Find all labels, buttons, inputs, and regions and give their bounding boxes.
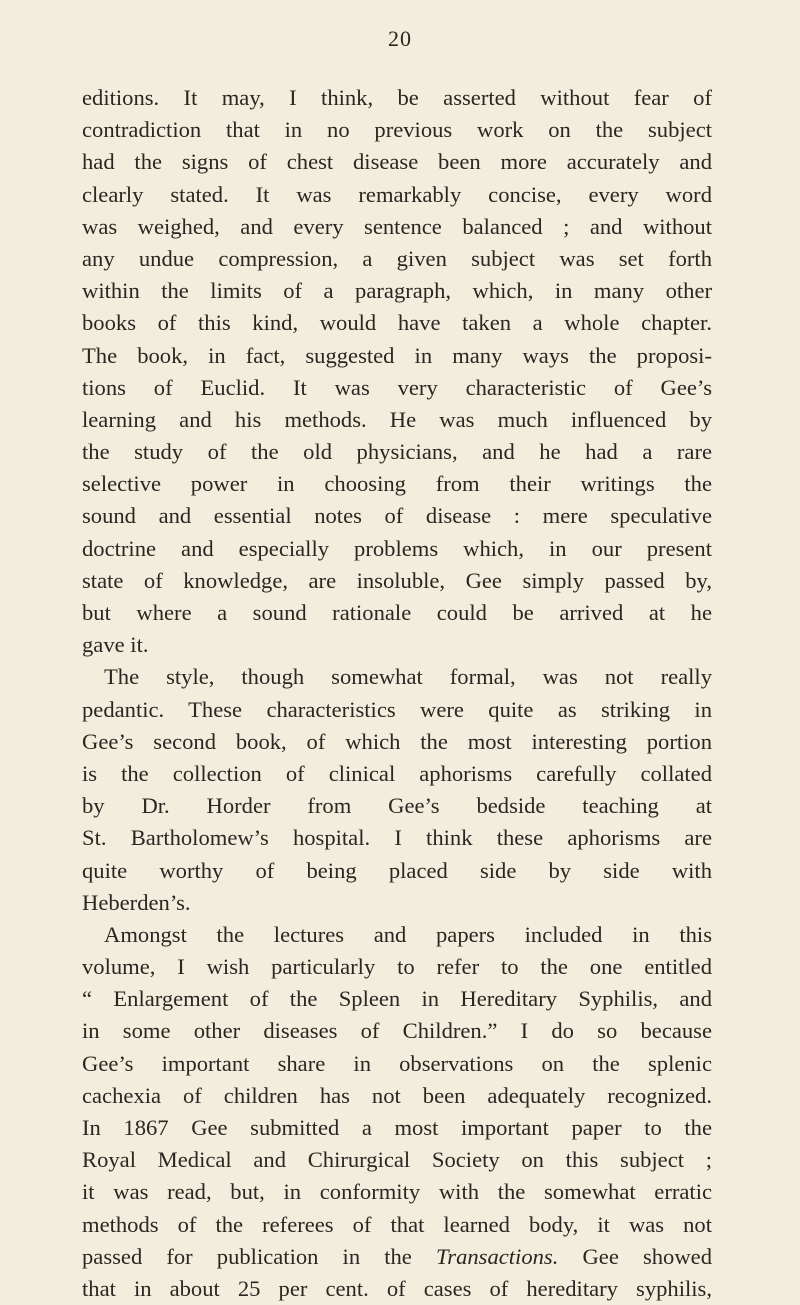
italic-title-transactions: Transactions.: [435, 1243, 559, 1269]
text-line: pedantic. These characteristics were quite as striking in: [82, 696, 712, 722]
text-line: it was read, but, in conformity with the somewhat erratic: [82, 1179, 712, 1205]
text-line: editions. It may, I think, be asserted without fear of: [82, 85, 712, 110]
text-line: within the limits of a paragraph, which, in many other: [82, 278, 712, 304]
text-segment: Gee showed: [558, 1243, 712, 1269]
text-line: quite worthy of being placed side by side with: [82, 857, 712, 883]
page-number: 20: [388, 26, 412, 51]
text-line: gave it.: [82, 632, 149, 658]
text-line-with-italic: [82, 1241, 712, 1273]
text-line: learning and his methods. He was much influenced by: [82, 406, 712, 432]
text-line: doctrine and especially problems which, in our present: [82, 535, 712, 561]
text-line: was weighed, and every sentence balanced ; and without: [82, 213, 712, 239]
text-line: any undue compression, a given subject was set forth: [82, 245, 712, 271]
text-line: St. Bartholomew’s hospital. I think these aphorisms are: [82, 825, 712, 851]
text-line: state of knowledge, are insoluble, Gee simply passed by,: [82, 567, 712, 593]
text-line: but where a sound rationale could be arrived at he: [82, 600, 712, 625]
text-line: cachexia of children has not been adequately recognized.: [82, 1082, 712, 1108]
text-line: in some other diseases of Children.” I do so because: [82, 1018, 712, 1044]
text-line: tions of Euclid. It was very characteristic of Gee’s: [82, 374, 712, 400]
text-segment: passed for publication in the: [82, 1243, 436, 1269]
text-line: The book, in fact, suggested in many ways the proposi-: [82, 342, 712, 368]
text-line: Heberden’s.: [82, 889, 191, 915]
text-line: Amongst the lectures and papers included in this: [104, 921, 712, 947]
text-line: books of this kind, would have taken a whole chapter.: [82, 310, 712, 336]
text-line: is the collection of clinical aphorisms carefully collated: [82, 760, 712, 786]
text-line: that in about 25 per cent. of cases of hereditary syphilis,: [82, 1275, 712, 1301]
text-line: “ Enlargement of the Spleen in Hereditary Syphilis, and: [82, 986, 712, 1012]
text-line: Gee’s important share in observations on the splenic: [82, 1050, 712, 1076]
text-line: Gee’s second book, of which the most interesting portion: [82, 728, 712, 754]
text-line: The style, though somewhat formal, was not really: [104, 664, 712, 690]
text-line: by Dr. Horder from Gee’s bedside teaching at: [82, 793, 712, 819]
text-line: the study of the old physicians, and he had a rare: [82, 439, 712, 465]
text-line: clearly stated. It was remarkably concise, every word: [82, 181, 712, 207]
text-line: In 1867 Gee submitted a most important paper to the: [82, 1115, 712, 1140]
body-text: [82, 82, 712, 1305]
text-line: had the signs of chest disease been more accurately and: [82, 149, 712, 175]
text-line: Royal Medical and Chirurgical Society on this subject ;: [82, 1147, 712, 1173]
text-line: methods of the referees of that learned body, it was not: [82, 1211, 712, 1237]
text-line: contradiction that in no previous work on the subject: [82, 117, 712, 143]
text-line: volume, I wish particularly to refer to the one entitled: [82, 954, 712, 980]
text-line: selective power in choosing from their writings the: [82, 471, 712, 497]
text-line: sound and essential notes of disease : mere speculative: [82, 503, 712, 529]
